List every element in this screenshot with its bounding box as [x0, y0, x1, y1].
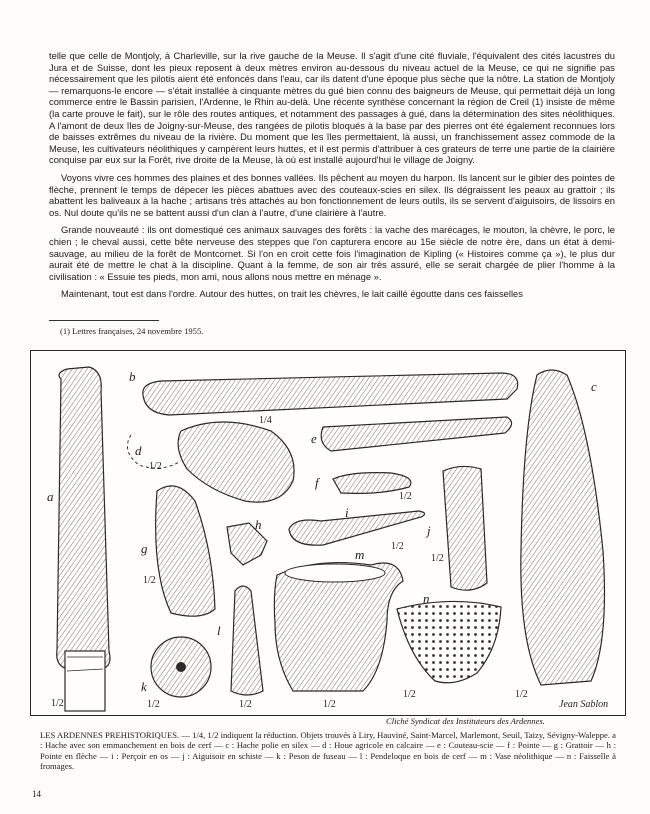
scale-a: 1/2	[51, 698, 64, 709]
article-paragraph: Grande nouveauté : ils ont domestiqué ces animaux sauvages des forêts : la vache des marécages, le mouton, la chèvre, le porc, le chien ; le cheval aussi, cette bête nerveuse des steppes que l'on capturera encore au 15e siècle de notre ère, dans un état à demi-sauvage, au milieu de la forêt de Montcornet. Si l'on en croit cette fois l'imagination de Kipling (« Histoires comme ça »), le plus dur aurait été de mettre le chat à la discipline. Quant à la femme, de son air très assuré, elle se serait chargée de plier l'homme à la civilisation : « Essuie tes pieds, mon ami, nous allons nous mettre en ménage ».	[49, 224, 615, 282]
label-e: e	[311, 431, 317, 446]
label-d: d	[135, 443, 142, 458]
prehistoric-tools-drawing	[31, 351, 625, 715]
artifact-n-strainer	[397, 601, 501, 682]
artifact-b-antler	[143, 373, 518, 415]
footnote-divider	[49, 320, 159, 321]
label-n: n	[423, 591, 430, 606]
scale-g: 1/2	[143, 575, 156, 586]
artifact-j-whetstone	[443, 466, 487, 590]
article-paragraph: telle que celle de Montjoly, à Charleville, sur la rive gauche de la Meuse. Il s'agit d'une cité fluviale, l'équivalent des cités lacustres du Jura et de Suisse, dont les pieux reposent à deux mètres environ au-dessous du niveau actuel de la Meuse, ce qui ne signifie pas nécessairement que les pilotis aient été enfoncés dans l'eau, car ils datent d'une époque plus sèche que la nôtre. La station de Montjoly — remarquons-le encore — s'était installée à cinquante mètres du gué bien connu des baigneurs de Meuse, qui permettait déjà un long commerce entre le Bassin parisien, l'Ardenne, le Rhin au-delà. Une récente synthèse concernant la région de Creil (1) insiste de même (la carte prouve le fait), sur le rôle des routes antiques, et notamment des passages à gué, dans la détermination des sites néolithiques. A l'amont de deux îles de Joigny-sur-Meuse, des rangées de pilotis bloqués à la base par des pierres ont été également reconnues lors de baisses extrêmes du niveau de la rivière. Du moment que les îles permettaient, là aussi, un franchissement assez commode de la Meuse, les cultivateurs néolithiques y campèrent leurs huttes, et il est permis d'attribuer à ces grateurs de terre une partie de la clairière conquise par eux sur la Forêt, rive droite de la Meuse, là où est installé aujourd'hui le village de Joigny.	[49, 50, 615, 166]
artifact-m-vase	[274, 563, 403, 691]
artifact-i-awl	[289, 511, 425, 545]
artifact-c-polished-axe	[521, 370, 605, 685]
artifact-l-pendant	[231, 586, 263, 695]
label-h: h	[255, 517, 262, 532]
footnote: (1) Lettres françaises, 24 novembre 1955.	[60, 326, 204, 336]
scale-n: 1/2	[403, 689, 416, 700]
label-l: l	[217, 623, 221, 638]
article-paragraph: Voyons vivre ces hommes des plaines et des bonnes vallées. Ils pêchent au moyen du harpon. Ils lancent sur le gibier des pointes de flèche, prennent le temps de dépecer les pièces abattues avec des couteaux-scies en silex. Ils dégraissent les peaux au grattoir ; ils abattent les baliveaux à la hache ; artisans très attachés au bon fonctionnement de leurs outils, ils se servent d'aiguisoirs, de lissoirs en os. Nul doute qu'ils ne se battent aussi d'un clan à l'autre, d'une clairière à l'autre.	[49, 171, 615, 218]
label-a: a	[47, 489, 54, 504]
artifact-g-scraper	[156, 486, 215, 616]
artifact-k-spindle-whorl	[151, 637, 211, 697]
label-m: m	[355, 547, 365, 562]
illustration-plate	[30, 350, 626, 716]
article-paragraph: Maintenant, tout est dans l'ordre. Autour des huttes, on trait les chèvres, le lait caillé égoutte dans ces faisselles	[61, 288, 523, 300]
scale-l: 1/2	[239, 699, 252, 710]
scale-j: 1/2	[431, 553, 444, 564]
photo-credit: Cliché Syndicat des Instituteurs des Ardennes.	[386, 716, 545, 726]
artifact-e-saw-knife	[321, 417, 511, 451]
scale-m: 1/2	[323, 699, 336, 710]
label-c: c	[591, 379, 597, 394]
label-f: f	[315, 475, 319, 490]
scale-b: 1/4	[259, 415, 272, 426]
scale-c: 1/2	[515, 689, 528, 700]
scale-k: 1/2	[147, 699, 160, 710]
scale-f: 1/2	[399, 491, 412, 502]
artist-signature: Jean Sablon	[559, 699, 609, 710]
label-b: b	[129, 369, 136, 384]
label-i: i	[345, 505, 349, 520]
article-body	[49, 50, 615, 306]
page-number: 14	[32, 789, 41, 799]
label-k: k	[141, 679, 147, 694]
label-j: j	[427, 523, 431, 538]
label-g: g	[141, 541, 148, 556]
artifact-a-axe	[57, 367, 110, 711]
scale-i: 1/2	[391, 541, 404, 552]
figure-caption: LES ARDENNES PREHISTORIQUES. — 1/4, 1/2 indiquent la réduction. Objets trouvés à Liry, Hauviné, Saint-Marcel, Marlemont, Seuil, Taizy, Sévigny-Waleppe. a : Hache avec son emmanchement en bois de cerf — c : Hache polie en silex — d : Houe agricole en calcaire — e : Couteau-scie — f : Pointe — g : Grattoir — h : Pointe en flèche — i : Perçoir en os — j : Aiguisoir en schiste — k : Peson de fuseau — l : Pendeloque en bois de cerf — m : Vase néolithique — n : Faisselle à fromages.	[40, 730, 616, 772]
scale-d: 1/2	[149, 461, 162, 472]
